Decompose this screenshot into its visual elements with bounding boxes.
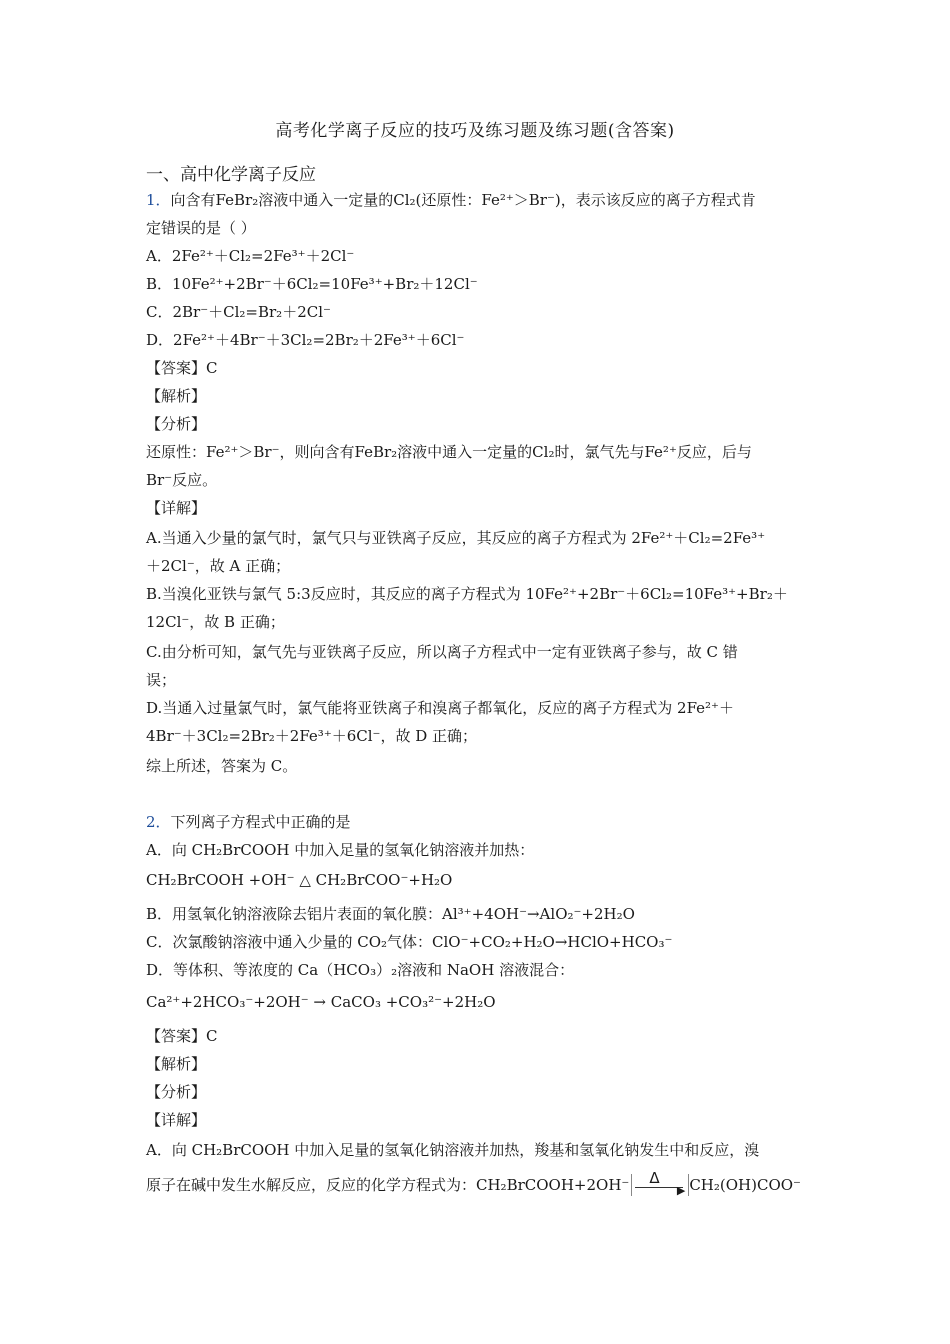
detail-text: 4Br⁻＋3Cl₂=2Br₂＋2Fe³⁺＋6Cl⁻，故 D 正确； [146,727,478,745]
explanation-label: 【解析】 [146,387,207,405]
option-b: B．用氢氧化钠溶液除去铝片表面的氧化膜：Al³⁺+4OH⁻→AlO₂⁻+2H₂O [146,905,635,923]
question-number: 2． [146,813,171,831]
detail-label: 【详解】 [146,1111,207,1129]
detail-text: A．向 CH₂BrCOOH 中加入足量的氢氧化钠溶液并加热，羧基和氢氧化钠发生中和反应，溴 [146,1141,760,1159]
summary-text: 综上所述，答案为 C。 [146,757,298,775]
detail-text: D.当通入过量氯气时，氯气能将亚铁离子和溴离子都氧化，反应的离子方程式为 2Fe²⁺＋ [146,699,734,717]
question-number: 1． [146,191,171,209]
option-d-equation: Ca²⁺+2HCO₃⁻+2OH⁻ → CaCO₃ +CO₃²⁻+2H₂O [146,993,496,1011]
option-d: D．2Fe²⁺＋4Br⁻＋3Cl₂=2Br₂＋2Fe³⁺＋6Cl⁻ [146,331,465,349]
section-title: 一、高中化学离子反应 [146,165,316,185]
document-title: 高考化学离子反应的技巧及练习题及练习题(含答案) [275,121,675,141]
analysis-text-cont: Br⁻反应。 [146,471,218,489]
reaction-arrow [631,1169,687,1198]
option-b: B．10Fe²⁺+2Br⁻＋6Cl₂=10Fe³⁺+Br₂＋12Cl⁻ [146,275,478,293]
question-1-stem-cont: 定错误的是（ ） [146,219,256,237]
arrow-head-icon: ▶ [676,1184,686,1197]
analysis-text: 还原性：Fe²⁺＞Br⁻，则向含有FeBr₂溶液中通入一定量的Cl₂时，氯气先与Fe²⁺反应，后与 [146,443,752,461]
detail-label: 【详解】 [146,499,207,517]
question-2-stem: 2．下列离子方程式中正确的是 [146,813,351,831]
option-a-equation: CH₂BrCOOH +OH⁻ △ CH₂BrCOO⁻+H₂O [146,871,453,889]
option-a: A．向 CH₂BrCOOH 中加入足量的氢氧化钠溶液并加热： [146,841,535,859]
answer-label: 【答案】C [146,1027,218,1045]
option-d: D．等体积、等浓度的 Ca（HCO₃）₂溶液和 NaOH 溶液混合： [146,961,575,979]
analysis-label: 【分析】 [146,1083,207,1101]
answer-label: 【答案】C [146,359,218,377]
option-a: A．2Fe²⁺＋Cl₂=2Fe³⁺＋2Cl⁻ [146,247,355,265]
option-c: C．次氯酸钠溶液中通入少量的 CO₂气体：ClO⁻+CO₂+H₂O→HClO+HCO₃⁻ [146,933,673,951]
detail-text: ＋2Cl⁻，故 A 正确； [146,557,291,575]
detail-text: 误； [146,671,177,689]
detail-text: C.由分析可知，氯气先与亚铁离子反应，所以离子方程式中一定有亚铁离子参与，故 C 错 [146,643,738,661]
question-1-stem: 1．向含有FeBr₂溶液中通入一定量的Cl₂(还原性：Fe²⁺＞Br⁻)，表示该反应的离子方程式肯 [146,191,756,209]
option-c: C．2Br⁻＋Cl₂=Br₂＋2Cl⁻ [146,303,331,321]
detail-text: 12Cl⁻，故 B 正确； [146,613,285,631]
detail-text-with-arrow: 原子在碱中发生水解反应，反应的化学方程式为：CH₂BrCOOH+2OH⁻ Δ ▶ CH₂(OH)COO⁻ [146,1172,801,1198]
detail-text: B.当溴化亚铁与氯气 5:3反应时，其反应的离子方程式为 10Fe²⁺+2Br⁻＋6Cl₂=10Fe³⁺+Br₂＋ [146,585,788,603]
detail-text: A.当通入少量的氯气时，氯气只与亚铁离子反应，其反应的离子方程式为 2Fe²⁺＋Cl₂=2Fe³⁺ [146,529,766,547]
delta-icon: Δ [649,1169,660,1187]
analysis-label: 【分析】 [146,415,207,433]
explanation-label: 【解析】 [146,1055,207,1073]
